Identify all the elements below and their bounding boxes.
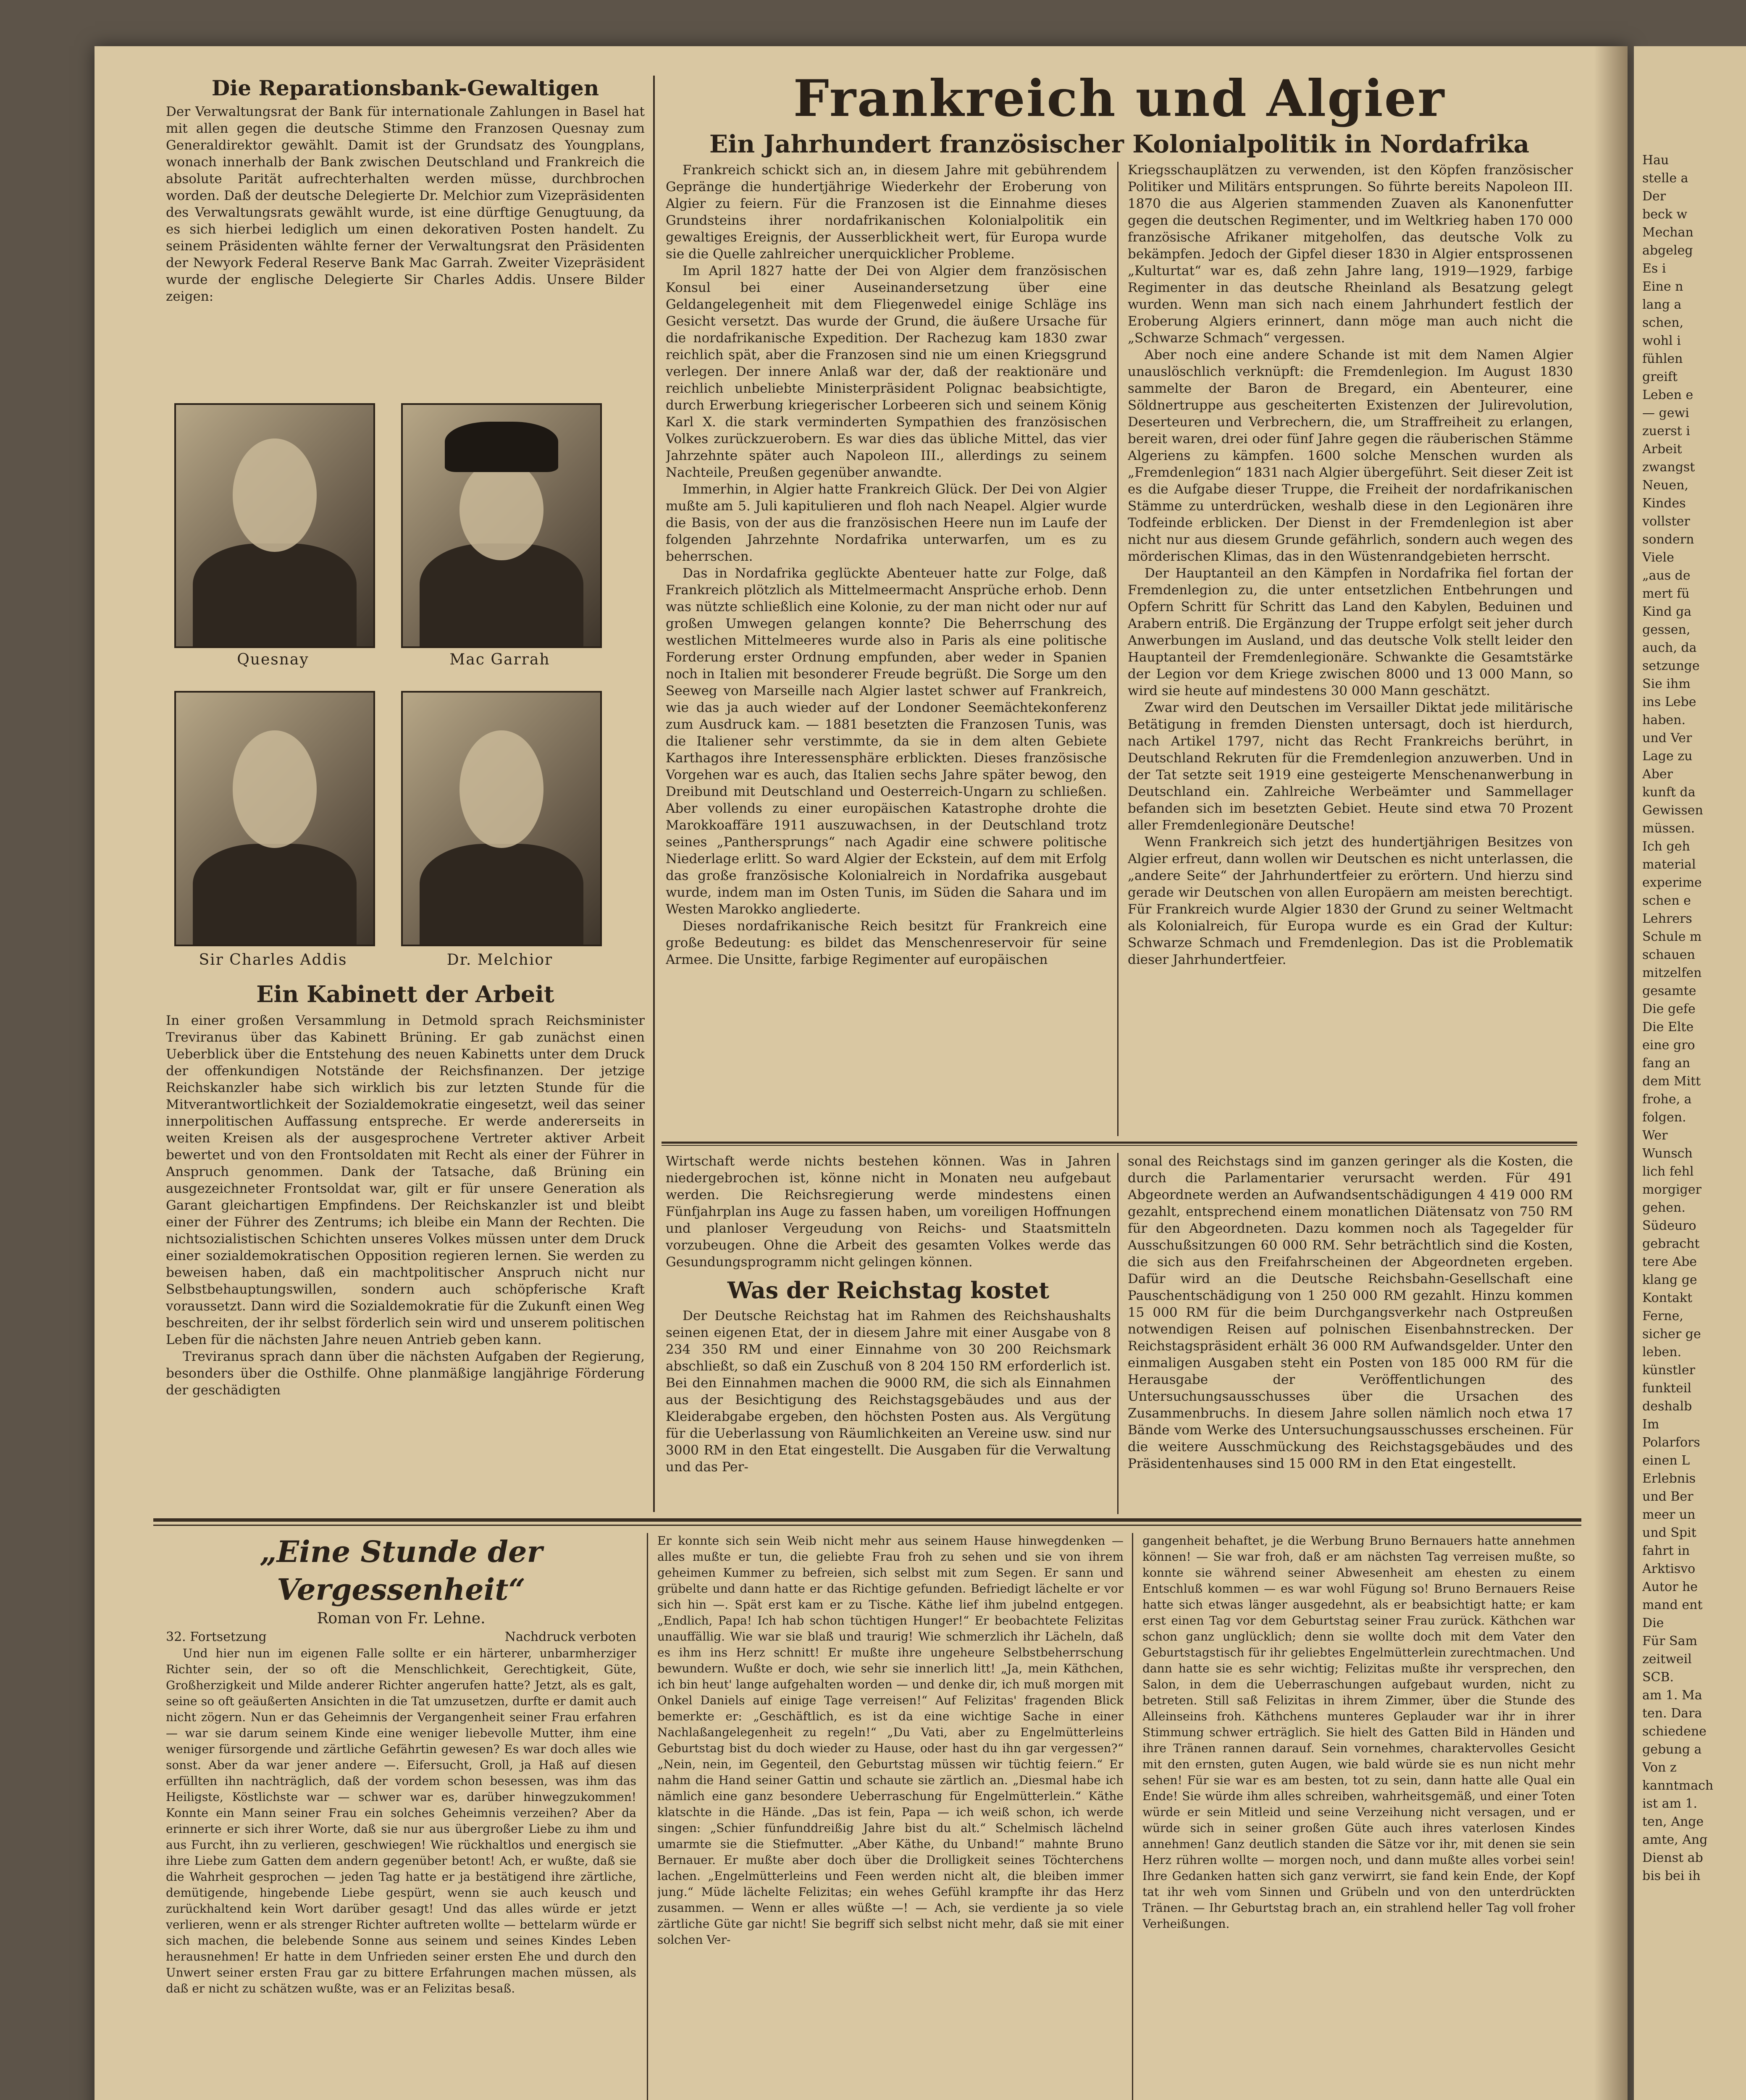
- fragment-line: mitzelfen: [1642, 966, 1702, 980]
- novel-column-1: [166, 1533, 636, 2100]
- fragment-line: fang an: [1642, 1056, 1691, 1071]
- algier-paragraph: Kriegsschauplätzen zu verwenden, ist den Köpfen französischer Politiker und Militärs entsprungen. So führte bereits Napoleon III. 1870 die aus Algerien stammenden Zuaven als Kanonenfutter gegen die deutschen Regimenter, und im Weltkrieg haben 170 000 französische Afrikaner mitgeholfen, das deutsche Volk zu bekämpfen. Jedoch der Gipfel dieser 1830 in Algier entsprossenen „Kulturtat“ war es, daß zehn Jahre lang, 1919—1929, farbige Regimenter in das deutsche Rheinland als Besatzung gelegt wurden. Wenn man sich nach einem Jahrhundert festlich der Eroberung Algiers erinnert, dann möge man auch nicht die „Schwarze Schmach“ vergessen.: [1128, 163, 1573, 346]
- fragment-line: stelle a: [1642, 171, 1688, 186]
- fragment-line: meer un: [1642, 1507, 1696, 1522]
- fragment-line: frohe, a: [1642, 1092, 1692, 1107]
- fragment-line: Wunsch: [1642, 1146, 1693, 1161]
- algier-paragraph: Der Hauptanteil an den Kämpfen in Nordafrika fiel fortan der Fremdenlegion zu, die unter entsetzlichen Entbehrungen und Opfern Schritt für Schritt das Land den Kabylen, Beduinen und Arabern entriß. Die Ergänzung der Truppe erfolgt seit jeher durch Anwerbungen im Ausland, und das deutsche Volk stellt leider den Hauptanteil der Fremdenlegionäre. Schwankte die Gesamtstärke der Legion vor dem Kriege zwischen 8000 und 13 000 Mann, so wird sie heute auf mindestens 30 000 Mann geschätzt.: [1128, 566, 1573, 698]
- reichstag-paragraph-1: Der Deutsche Reichstag hat im Rahmen des Reichshaushalts seinen eigenen Etat, der in diesem Jahre mit einer Ausgabe von 8 234 350 RM und einer Einnahme von 30 200 Reichsmark abschließt, so daß ein Zuschuß von 8 204 150 RM erforderlich ist. Bei den Einnahmen machen die 9000 RM, die sich als Einnahmen aus der Besichtigung des Reichstagsgebäudes und aus der Kleiderabgabe ergeben, den höchsten Posten aus. Als Vergütung für die Ueberlassung von Räumlichkeiten an Vereine usw. sind nur 3000 RM in den Etat eingestellt. Die Ausgaben für die Verwaltung und das Per-: [666, 1308, 1111, 1475]
- fragment-line: Im: [1642, 1417, 1659, 1432]
- reichstag-column-2: [1128, 1153, 1573, 1514]
- fragment-line: Für Sam: [1642, 1634, 1697, 1648]
- fragment-line: morgiger: [1642, 1182, 1701, 1197]
- column-rule: [1117, 162, 1118, 1136]
- fragment-line: leben.: [1642, 1345, 1682, 1360]
- fragment-line: zuerst i: [1642, 424, 1690, 438]
- fragment-line: schiedene: [1642, 1724, 1707, 1739]
- fragment-line: Sie ihm: [1642, 677, 1691, 691]
- fragment-line: klang ge: [1642, 1273, 1697, 1287]
- novel-installment: 32. Fortsetzung: [166, 1630, 267, 1644]
- cabinet-title: Ein Kabinett der Arbeit: [256, 981, 554, 1008]
- fragment-line: abgeleg: [1642, 243, 1693, 258]
- fragment-line: kanntmach: [1642, 1778, 1714, 1793]
- fragment-line: Es i: [1642, 261, 1666, 276]
- fragment-line: ten. Dara: [1642, 1706, 1702, 1721]
- fragment-line: müssen.: [1642, 821, 1695, 836]
- fragment-line: Arktisvo: [1642, 1562, 1696, 1576]
- fragment-line: Polarfors: [1642, 1435, 1700, 1450]
- fragment-line: Die gefe: [1642, 1002, 1696, 1016]
- column-rule: [1117, 1153, 1118, 1514]
- main-subheadline: Ein Jahrhundert französischer Kolonialpolitik in Nordafrika: [709, 130, 1530, 158]
- algier-paragraph: Im April 1827 hatte der Dei von Algier dem französischen Konsul bei einer Auseinandersetzung über eine Geldangelegenheit mit dem Fliegenwedel einige Schläge ins Gesicht versetzt. Das wurde der Grund, die äußere Ursache für die nordafrikanische Expedition. Der Rachezug kam 1830 zwar reichlich spät, aber die Franzosen sind nie um einen Kriegsgrund verlegen. Der innere Anlaß war der, daß der reaktionäre und reichlich unbeliebte Ministerpräsident Polignac beabsichtigte, durch Erwerbung kriegerischer Lorbeeren sich und seinem König Karl X. die stark verminderten Sympathien des französischen Volkes zurückzuerobern. Es war dies das übliche Mittel, das vier Jahrzehnte später auch Napoleon III., allerdings zu seinem Nachteile, Preußen gegenüber anwandte.: [666, 263, 1107, 480]
- fragment-line: gebung a: [1642, 1742, 1702, 1757]
- reichstag-intro: Wirtschaft werde nichts bestehen können. Was in Jahren niedergebrochen ist, könne nicht in Monaten neu aufgebaut werden. Die Reichsregierung werde mindestens einen Fünfjahrplan ins Auge zu fassen haben, um voreiligen Hoffnungen und planloser Vergeudung von Reichs- und Staatsmitteln vorzubeugen. Ohne die Arbeit des gesamten Volkes werde das Gesundungsprogramm nicht gelingen können.: [666, 1154, 1111, 1270]
- fragment-line: ins Lebe: [1642, 695, 1696, 709]
- reparations-title: Die Reparationsbank-Gewaltigen: [211, 76, 599, 100]
- fragment-line: Dienst ab: [1642, 1851, 1703, 1865]
- fragment-line: mert fü: [1642, 586, 1690, 601]
- algier-paragraph: Aber noch eine andere Schande ist mit dem Namen Algier unauslöschlich verknüpft: die Fremdenlegion. Im August 1830 sammelte der Baron de Bregard, ein Abenteurer, eine Söldnertruppe aus gescheiterten Existenzen der Julirevolution, Deserteuren und Verbrechern, die, um Straffreiheit zu erlangen, bereit waren, drei oder fünf Jahre gegen die räuberischen Stämme Algeriens zu kämpfen. 1600 solche Menschen wurden als „Fremdenlegion“ 1831 nach Algier übergeführt. Seit dieser Zeit ist es die Aufgabe dieser Truppe, die Freiheit der nordafrikanischen Stämme zu unterdrücken, weshalb diese in den Legionären ihre Todfeinde erblicken. Der Dienst in der Fremdenlegion ist aber nicht nur aus diesem Grunde gefährlich, sondern auch wegen des mörderischen Klimas, das in den Wüstenrandgebieten herrscht.: [1128, 347, 1573, 564]
- fragment-line: ten, Ange: [1642, 1814, 1704, 1829]
- fragment-line: wohl i: [1642, 333, 1681, 348]
- fragment-line: gebracht: [1642, 1236, 1700, 1251]
- fragment-line: Der: [1642, 189, 1666, 204]
- fragment-line: zeitweil: [1642, 1652, 1692, 1667]
- fragment-line: Schule m: [1642, 929, 1702, 944]
- fragment-line: Mechan: [1642, 225, 1693, 240]
- fragment-line: auch, da: [1642, 640, 1697, 655]
- reparations-column: [166, 76, 645, 1512]
- fragment-line: vollster: [1642, 514, 1690, 529]
- fragment-line: bis bei ih: [1642, 1869, 1701, 1883]
- fragment-line: Eine n: [1642, 279, 1683, 294]
- fragment-line: Von z: [1642, 1760, 1677, 1775]
- fragment-line: und Ver: [1642, 731, 1692, 746]
- fragment-line: beck w: [1642, 207, 1688, 222]
- fragment-line: dem Mitt: [1642, 1074, 1701, 1089]
- fragment-line: material: [1642, 857, 1696, 872]
- fragment-line: Arbeit: [1642, 442, 1682, 457]
- caption-mac-garrah: Mac Garrah: [449, 651, 550, 668]
- fragment-line: deshalb: [1642, 1399, 1692, 1414]
- section-rule: [662, 1145, 1577, 1146]
- fragment-line: gehen.: [1642, 1200, 1686, 1215]
- algier-paragraph: Immerhin, in Algier hatte Frankreich Glück. Der Dei von Algier mußte am 5. Juli kapitulieren und floh nach Neapel. Algier wurde die Basis, von der aus die französischen Heere nun im Laufe der folgenden Jahrzehnte Nordafrika unterwarfen, um es zu beherrschen.: [666, 482, 1107, 564]
- novel-notice: Nachdruck verboten: [504, 1630, 636, 1644]
- column-rule: [647, 1533, 648, 2100]
- fragment-line: sondern: [1642, 532, 1694, 547]
- feuilleton-rule: [153, 1518, 1581, 1522]
- fragment-line: Wer: [1642, 1128, 1668, 1143]
- photo-addis: [174, 691, 375, 946]
- algier-paragraph: Wenn Frankreich sich jetzt des hundertjährigen Besitzes von Algier erfreut, dann wollen wir Deutschen es nicht unterlassen, die „andere Seite“ der Jahrhundertfeier zu erörtern. Und hierzu sind gerade wir Deutschen von allen Europäern am meisten berechtigt. Für Frankreich wurde Algier 1830 der Grund zu seiner Weltmacht als Kolonialreich, für Europa wurde es ein Grad der Kultur: Schwarze Schmach und Fremdenlegion. Das ist die Problematik dieser Jahrhundertfeier.: [1128, 835, 1573, 967]
- fragment-line: Lage zu: [1642, 749, 1693, 764]
- fragment-line: SCB.: [1642, 1670, 1674, 1685]
- algier-paragraph: Frankreich schickt sich an, in diesem Jahre mit gebührendem Gepränge die hundertjährige Wiederkehr der Eroberung von Algier zu feiern. Für die Franzosen ist die Einnahme dieses Grundsteins ihrer nordafrikanischen Kolonialpolitik ein gewaltiges Ereignis, der Ausserblickheit wert, für Europa wurde sie die Quelle zahlreicher unerquicklicher Probleme.: [666, 163, 1107, 262]
- feuilleton-rule: [153, 1525, 1581, 1526]
- fragment-line: lich fehl: [1642, 1164, 1694, 1179]
- fragment-line: Gewissen: [1642, 803, 1703, 818]
- column-rule: [653, 76, 655, 1512]
- fragment-line: Viele: [1642, 550, 1674, 565]
- fragment-line: mand ent: [1642, 1598, 1703, 1612]
- adjacent-page: [1634, 46, 1746, 2100]
- fragment-line: lang a: [1642, 297, 1682, 312]
- novel-text: gangenheit behaftet, je die Werbung Bruno Bernauers hatte annehmen können! — Sie war froh, daß er am nächsten Tag verreisen mußte, so konnte sie während seiner Abwesenheit am ehesten zu einem Entschluß kommen — es war wohl Fügung so! Bruno Bernauers Reise hatte sich etwas länger ausgedehnt, als er beabsichtigt hatte; er kam erst einen Tag vor dem Geburtstag seiner Frau zurück. Käthchen war schon ganz unglücklich; denn sie wollte doch mit dem Vater den Geburtstagstisch für ihr geliebtes Engelmütterlein zurechtmachen. Und dann hatte sie es sehr wichtig; Felizitas mußte ihr versprechen, den Salon, in dem die Ueberraschungen aufgebaut wurden, nicht zu betreten. Still saß Felizitas in ihrem Zimmer, über die Stunde des Alleinseins froh. Käthchens munteres Geplauder war ihr in ihrer Stimmung schwer erträglich. Sie hielt des Gatten Bild in Händen und ihre Tränen rannen darauf. Sein vornehmes, charaktervolles Gesicht mit den ernsten, guten Augen, wie bald würde sie es nun nicht mehr sehen! Für sie war es am besten, tot zu sein, dann hatte alle Qual ein Ende! Sie würde ihm alles schreiben, wahrheitsgemäß, und einer Toten würde er sein Mitleid und seine Verzeihung nicht versagen, und er würde sich in seiner großen Güte auch ihres vaterlosen Kindes annehmen! Ganz deutlich standen die Sätze vor ihr, mit denen sie sein Herz rühren wollte — morgen noch, und dann mußte alles vorbei sein! Ihre Gedanken hatten sich ganz verwirrt, sie fand kein Ende, der Kopf tat ihr weh vom Sinnen und Grübeln und von den unterdrückten Tränen. — Ihr Geburtstag brach an, ein strahlend heller Tag voll froher Verheißungen.: [1142, 1534, 1575, 1931]
- main-headline: Frankreich und Algier: [793, 69, 1446, 128]
- fragment-line: Kontakt: [1642, 1291, 1693, 1305]
- fragment-line: sicher ge: [1642, 1327, 1701, 1341]
- novel-text: Er konnte sich sein Weib nicht mehr aus seinem Hause hinwegdenken — alles mußte er tun, die geliebte Frau froh zu sehen und sie von ihrem geheimen Kummer zu befreien, sich selbst mit zum Segen. Er sann und grübelte und dann hatte er das Richtige gefunden. Befriedigt lächelte er vor sich hin —. Spät erst kam er zu Tische. Käthe lief ihm jubelnd entgegen. „Endlich, Papa! Ich hab schon tüchtigen Hunger!“ Er beobachtete Felizitas unauffällig. Wie war sie blaß und traurig! Wie schmerzlich ihr Lächeln, daß es ihm ins Herz schnitt! Er mußte ihre ungeheure Selbstbeherrschung bewundern. Wußte er doch, wie sehr sie innerlich litt! „Ja, mein Käthchen, ich bin heut' lange aufgehalten worden — und denke dir, ich muß morgen mit Onkel Daniels auf einige Tage verreisen!“ Auf Felizitas' fragenden Blick bemerkte er: „Geschäftlich, es ist da eine wichtige Sache in einer Nachlaßangelegenheit zu regeln!“ „Du Vati, aber zu Engelmütterleins Geburtstag bist du doch wieder zu Hause, oder hast du ihn gar vergessen?“ „Nein, nein, im Gegenteil, den Geburtstag müssen wir tüchtig feiern.“ Er nahm die Hand seiner Gattin und schaute sie zärtlich an. „Diesmal habe ich nämlich eine ganz besondere Ueberraschung für Engelmütterlein.“ Käthe klatschte in die Hände. „Das ist fein, Papa — ich weiß schon, ich werde singen: „Schier fünfunddreißig Jahre bist du alt.“ Schelmisch lächelnd umarmte sie die Stiefmutter. „Aber Käthe, du Unband!“ mahnte Bruno Bernauer. Er mußte aber doch über die Drolligkeit seines Töchterchens lachen. „Engelmütterleins und Feen werden nicht alt, die bleiben immer jung.“ Müde lächelte Felizitas; ein wehes Gefühl krampfte ihr das Herz zusammen. — Wenn er alles wüßte —! — Ach, sie verdiente ja so viele zärtliche Güte gar nicht! Sie begriff sich selbst nicht mehr, daß sie mit einer solchen Ver-: [657, 1534, 1124, 1947]
- fragment-line: einen L: [1642, 1453, 1690, 1468]
- novel-title: „Eine Stunde der Vergessenheit“: [260, 1534, 543, 1607]
- fragment-line: künstler: [1642, 1363, 1695, 1378]
- fragment-line: Autor he: [1642, 1580, 1698, 1594]
- fragment-line: tere Abe: [1642, 1255, 1697, 1269]
- fragment-line: zwangst: [1642, 460, 1695, 475]
- fragment-line: Aber: [1642, 767, 1673, 782]
- fragment-line: und Ber: [1642, 1489, 1693, 1504]
- algier-column-1: [666, 162, 1107, 1136]
- photo-melchior: [401, 691, 602, 946]
- algier-paragraph: Das in Nordafrika geglückte Abenteuer hatte zur Folge, daß Frankreich plötzlich als Mittelmeermacht Ansprüche erhob. Denn was nützte schließlich eine Kolonie, zu der man nicht oder nur auf großen Umwegen gelangen konnte? Die Beherrschung des westlichen Mittelmeeres wurde also in Paris als eine politische Forderung erster Ordnung empfunden, aber weder in Spanien noch in Italien mit besonderer Freude begrüßt. Die Sorge um den Seeweg von Marseille nach Algier lastet schwer auf Frankreich, wie das ja auch wieder auf der Londoner Seemächtekonferenz zum Ausdruck kam. — 1881 besetzten die Franzosen Tunis, was die Italiener sehr verstimmte, da sie in dem alten Gebiete Karthagos ihre Interessensphäre erblickten. Dieses französische Vorgehen war es auch, das Italien sechs Jahre später bewog, den Dreibund mit Deutschland und Oesterreich-Ungarn zu schließen. Aber vollends zu einer europäischen Katastrophe drohte die Marokkoaffäre 1911 auszuwachsen, in der Deutschland trotz seines „Panthersprungs“ nach Agadir eine schwere politische Niederlage erlitt. So ward Algier der Eckstein, auf dem mit Erfolg das große französische Kolonialreich in Nordafrika ausgebaut wurde, indem man im Osten Tunis, im Süden die Sahara und im Westen Marokko angliederte.: [666, 566, 1107, 917]
- fragment-line: Ich geh: [1642, 839, 1690, 854]
- fragment-line: eine gro: [1642, 1038, 1695, 1053]
- fragment-line: — gewi: [1642, 406, 1689, 420]
- cabinet-paragraph-1: In einer großen Versammlung in Detmold sprach Reichsminister Treviranus über das Kabinett Brüning. Er gab zunächst einen Ueberblick über die Entstehung des neuen Kabinetts unter dem Druck der offenkundigen Notstände der Reichsfinanzen. Der jetzige Reichskanzler habe sich wirklich bis zur letzten Stunde für die Mitverantwortlichkeit der Sozialdemokratie eingesetzt, weil das seiner innerpolitischen Auffassung entspreche. Er werde andererseits in weiten Kreisen als der ausgesprochene Vertreter aktiver Arbeit bewertet und von den Frontsoldaten mit Recht als einer der Führer in Anspruch genommen. Dank der Tatsache, daß Brüning ein ausgezeichneter Frontsoldat war, gilt er für unsere Generation als Garant gleichartigen Empfindens. Der Reichskanzler ist und bleibt einer der Führer des Zentrums; ich bleibe ein Mann der Rechten. Die nichtsozialistischen Schichten unseres Volkes müssen unter dem Druck einer sozialdemokratischen Opposition regieren lernen. Sie werden zu beweisen haben, daß ein machtpolitischer Anspruch nicht nur Selbstbehauptungswillen, sondern auch schöpferische Kraft voraussetzt. Dann wird die Sozialdemokratie für die Zukunft einen Weg beschreiten, der ihr selbst förderlich sein wird und unserem politischen Leben für die nächsten Jahre neuen Antrieb geben kann.: [166, 1013, 645, 1347]
- fragment-line: amte, Ang: [1642, 1832, 1708, 1847]
- reparations-text: Der Verwaltungsrat der Bank für internationale Zahlungen in Basel hat mit allen gegen die deutsche Stimme den Franzosen Quesnay zum Generaldirektor gewählt. Damit ist der Grundsatz des Youngplans, wonach innerhalb der Bank zwischen Deutschland und Frankreich die absolute Parität aufrechterhalten werden müsse, durchbrochen worden. Daß der deutsche Delegierte Dr. Melchior zum Vizepräsidenten des Verwaltungsrats gewählt wurde, ist eine dürftige Genugtuung, da es sich hierbei lediglich um einen dekorativen Posten handelt. Zu seinem Präsidenten wählte ferner der Verwaltungsrat den Präsidenten der Newyork Federal Reserve Bank Mac Garrah. Zweiter Vizepräsident wurde der englische Delegierte Sir Charles Addis. Unsere Bilder zeigen:: [166, 104, 645, 304]
- adjacent-page-fragments: [1642, 151, 1745, 1885]
- novel-column-2: [657, 1533, 1124, 2100]
- fragment-line: gessen,: [1642, 622, 1691, 637]
- fragment-line: experime: [1642, 875, 1702, 890]
- photo-quesnay: [174, 403, 375, 648]
- section-rule: [662, 1142, 1577, 1144]
- fragment-line: fühlen: [1642, 352, 1683, 366]
- reichstag-title: Was der Reichstag kostet: [727, 1277, 1050, 1304]
- novel-text: Und hier nun im eigenen Falle sollte er ein härterer, unbarmherziger Richter sein, der so oft die Menschlichkeit, Gerechtigkeit, Güte, Großherzigkeit und Milde anderer Richter angerufen hatte? Jetzt, als es galt, seine so oft geäußerten Ansichten in die Tat umzusetzen, durfte er damit auch nicht zögern. Nun er das Geheimnis der Vergangenheit seiner Frau erfahren — war sie darum seinem Kinde eine weniger liebevolle Mutter, ihm eine weniger fürsorgende und zärtliche Gefährtin gewesen? Es war doch alles wie sonst. Aber da war jener andere —. Eifersucht, Groll, ja Haß auf diesen erfüllten ihn nachträglich, daß der vordem schon besessen, was ihm das Heiligste, Köstlichste war — schwer war es, darüber hinwegzukommen! Konnte ein Mann seiner Frau ein solches Geheimnis verzeihen? Aber da erinnerte er sich ihrer Worte, daß sie nur aus übergroßer Liebe zu ihm und aus Furcht, ihn zu verlieren, geschwiegen! Wie rückhaltlos und energisch sie ihre Liebe zum Gatten dem andern gegenüber betont! Ach, er wußte, daß sie die Wahrheit gesprochen — jeden Tag hatte er ja bestätigend ihre zärtliche, demütigende, hingebende Liebe gespürt, wenn sie auch keusch und zurückhaltend kein Wort darüber gesagt! Und das alles würde er jetzt verlieren, wenn er als strenger Richter auftreten wollte — bettelarm würde er sich machen, die belebende Sonne aus seinem und seines Kindes Leben herausnehmen! Er hatte in dem Unfrieden seiner ersten Ehe und durch den Unwert seiner ersten Frau gar zu bittere Erfahrungen machen müssen, als daß er nicht zu schätzen wußte, was er an Felizitas besaß.: [166, 1646, 636, 1995]
- fragment-line: Hau: [1642, 153, 1669, 168]
- fragment-line: fahrt in: [1642, 1544, 1690, 1558]
- fragment-line: Die: [1642, 1616, 1664, 1630]
- fragment-line: Kind ga: [1642, 604, 1692, 619]
- fragment-line: Kindes: [1642, 496, 1686, 511]
- fragment-line: schen,: [1642, 315, 1684, 330]
- fragment-line: funkteil: [1642, 1381, 1691, 1396]
- fragment-line: Erlebnis: [1642, 1471, 1696, 1486]
- fragment-line: Neuen,: [1642, 478, 1688, 493]
- caption-melchior: Dr. Melchior: [446, 951, 553, 969]
- novel-column-3: [1142, 1533, 1575, 2100]
- fragment-line: schauen: [1642, 948, 1695, 962]
- fragment-line: schen e: [1642, 893, 1691, 908]
- fragment-line: ist am 1.: [1642, 1796, 1698, 1811]
- fragment-line: kunft da: [1642, 785, 1696, 800]
- fragment-line: folgen.: [1642, 1110, 1686, 1125]
- fragment-line: am 1. Ma: [1642, 1688, 1702, 1703]
- caption-addis: Sir Charles Addis: [199, 951, 347, 969]
- fragment-line: und Spit: [1642, 1525, 1696, 1540]
- fragment-line: setzunge: [1642, 659, 1700, 673]
- fragment-line: gesamte: [1642, 984, 1696, 998]
- reichstag-column-1: [666, 1153, 1111, 1514]
- page-gutter: [1594, 46, 1628, 2100]
- fragment-line: greift: [1642, 370, 1678, 384]
- fragment-line: Die Elte: [1642, 1020, 1694, 1034]
- caption-quesnay: Quesnay: [237, 651, 309, 668]
- fragment-line: Leben e: [1642, 388, 1693, 402]
- algier-column-2: [1128, 162, 1573, 1136]
- fragment-line: „aus de: [1642, 568, 1691, 583]
- algier-paragraph: Dieses nordafrikanische Reich besitzt für Frankreich eine große Bedeutung: es bildet das Menschenreservoir für seine Armee. Die Unsitte, farbige Regimenter auf europäischen: [666, 919, 1107, 967]
- novel-byline: Roman von Fr. Lehne.: [317, 1610, 486, 1627]
- fragment-line: Lehrers: [1642, 911, 1692, 926]
- fragment-line: Ferne,: [1642, 1309, 1683, 1323]
- photo-mac-garrah: [401, 403, 602, 648]
- reichstag-paragraph-2: sonal des Reichstags sind im ganzen geringer als die Kosten, die durch die Parlamentarier verursacht werden. Für 491 Abgeordnete werden an Aufwandsentschädigungen 4 419 000 RM gezahlt, entsprechend einem monatlichen Diätensatz von 750 RM für den Abgeordneten. Dazu kommen noch als Tagegelder für Ausschußsitzungen 60 000 RM. Sehr beträchtlich sind die Kosten, die sich aus den Freifahrscheinen der Abgeordneten ergeben. Dafür wird an die Deutsche Reichsbahn-Gesellschaft eine Pauschentschädigung von 1 250 000 RM gezahlt. Hinzu kommen 15 000 RM für die beim Durchgangsverkehr nach Ostpreußen notwendigen Reisen auf polnischen Eisenbahnstrecken. Der Reichstagspräsident erhält 36 000 RM Aufwandsgelder. Unter den einmaligen Ausgaben steht ein Posten von 185 000 RM für die Herausgabe der Veröffentlichungen des Untersuchungsausschusses über die Ursachen des Zusammenbruchs. In diesem Jahre sollen nämlich noch etwa 17 Bände vom Werke des Untersuchungsausschusses erscheinen. Für die weitere Ausschmückung des Reichstagsgebäudes und des Präsidentenhauses sind 15 000 RM in den Etat eingestellt.: [1128, 1154, 1573, 1471]
- column-rule: [1132, 1533, 1133, 2100]
- fragment-line: Südeuro: [1642, 1218, 1696, 1233]
- fragment-line: haben.: [1642, 713, 1686, 727]
- algier-paragraph: Zwar wird den Deutschen im Versailler Diktat jede militärische Betätigung in fremden Diensten untersagt, doch ist hierdurch, nach Artikel 1797, nicht das Recht Frankreichs berührt, in Deutschland Rekruten für die Fremdenlegion anzuwerben. Und in der Tat setzte seit 1919 eine gesteigerte Menschenanwerbung in Deutschland ein. Zahlreiche Werbeämter und Sammellager befanden sich im besetzten Gebiet. Heute sind etwa 70 Prozent aller Fremdenlegionäre Deutsche!: [1128, 700, 1573, 833]
- newspaper-page: [95, 46, 1628, 2100]
- cabinet-paragraph-2: Treviranus sprach dann über die nächsten Aufgaben der Regierung, besonders über die Osthilfe. Ohne planmäßige langjährige Förderung der geschädigten: [166, 1349, 645, 1398]
